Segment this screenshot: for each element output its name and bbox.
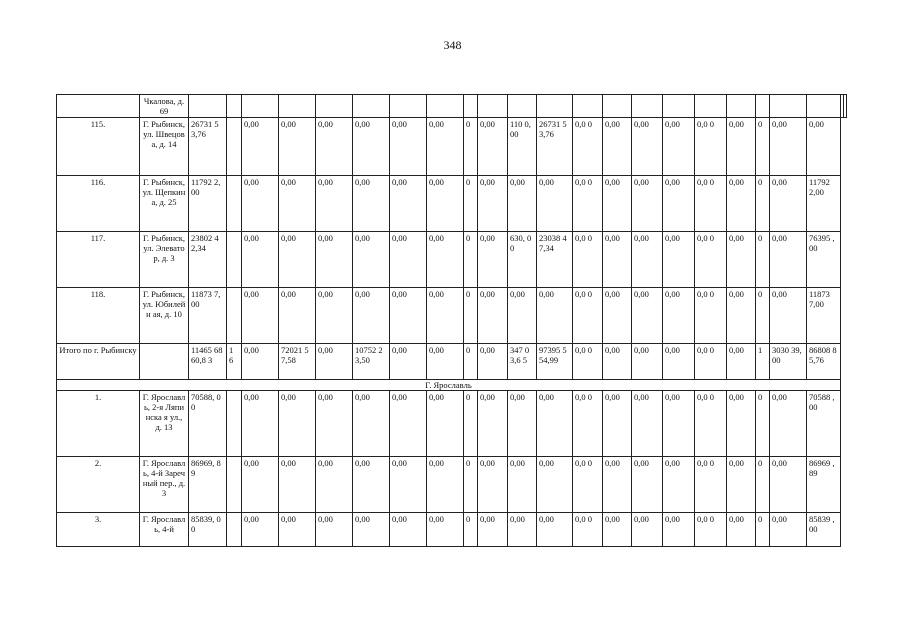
value-cell: 0,00	[663, 457, 695, 513]
value-cell	[770, 95, 807, 118]
address-cell: Г. Ярославл ь, 4-й Заречный пер., д. 3	[140, 457, 189, 513]
value-cell: 0,00	[632, 232, 663, 288]
value-cell: 97395 554,99	[537, 344, 573, 380]
value-cell: 0,00	[279, 118, 316, 176]
value-cell: 0,00	[279, 391, 316, 457]
row-number-cell	[57, 95, 140, 118]
value-cell: 0,00	[279, 176, 316, 232]
value-cell: 0,00	[807, 118, 841, 176]
value-cell: 0,00	[770, 176, 807, 232]
value-cell: 0	[756, 118, 770, 176]
value-cell: 0,00	[663, 513, 695, 547]
value-cell: 0,00	[242, 513, 279, 547]
value-cell: 0,0 0	[695, 391, 727, 457]
value-cell: 0,00	[770, 513, 807, 547]
value-cell: 0,00	[663, 288, 695, 344]
value-cell: 0	[464, 232, 478, 288]
value-cell: 0,00	[603, 344, 632, 380]
value-cell: 0,00	[390, 457, 427, 513]
value-cell: 0,00	[632, 344, 663, 380]
value-cell: 0,00	[770, 232, 807, 288]
value-cell: 0	[464, 118, 478, 176]
value-cell: 70588 ,00	[807, 391, 841, 457]
value-cell: 0,00	[727, 232, 756, 288]
value-cell	[756, 95, 770, 118]
value-cell: 0,00	[427, 288, 464, 344]
value-cell: 0,0 0	[695, 232, 727, 288]
value-cell: 0,00	[242, 232, 279, 288]
value-cell: 0,0 0	[573, 391, 603, 457]
data-table	[56, 94, 847, 547]
value-cell: 0,00	[632, 176, 663, 232]
value-cell: 0,00	[279, 513, 316, 547]
value-cell: 0,00	[478, 344, 508, 380]
table-row	[57, 95, 847, 118]
value-cell: 0,00	[727, 513, 756, 547]
value-cell: 0,0 0	[695, 457, 727, 513]
row-number-cell: Итого по г. Рыбинску	[57, 344, 140, 380]
value-cell: 0,00	[390, 391, 427, 457]
row-number-cell: 118.	[57, 288, 140, 344]
value-cell: 0	[464, 391, 478, 457]
value-cell	[227, 176, 242, 232]
value-cell: 0,00	[353, 457, 390, 513]
value-cell	[242, 95, 279, 118]
value-cell: 70588, 00	[189, 391, 227, 457]
table-row	[57, 118, 847, 176]
value-cell: 0,00	[663, 391, 695, 457]
row-number-cell: 3.	[57, 513, 140, 547]
row-number-cell: 1.	[57, 391, 140, 457]
value-cell	[316, 95, 353, 118]
value-cell: 0,00	[242, 288, 279, 344]
value-cell: 11792 2,00	[189, 176, 227, 232]
address-cell: Г. Ярославл ь, 4-й	[140, 513, 189, 547]
value-cell: 0,00	[353, 288, 390, 344]
value-cell: 0,00	[508, 176, 537, 232]
table-row	[57, 391, 847, 457]
value-cell: 0,00	[478, 391, 508, 457]
value-cell: 0,00	[727, 288, 756, 344]
value-cell: 0,0 0	[573, 513, 603, 547]
value-cell: 0	[756, 391, 770, 457]
value-cell: 0,00	[427, 344, 464, 380]
address-cell: Г. Рыбинск, ул. Щепкина, д. 25	[140, 176, 189, 232]
value-cell: 0,00	[603, 288, 632, 344]
value-cell: 11873 7,00	[807, 288, 841, 344]
value-cell: 0,00	[603, 391, 632, 457]
value-cell: 0,00	[390, 232, 427, 288]
value-cell: 0,0 0	[695, 288, 727, 344]
value-cell: 23038 47,34	[537, 232, 573, 288]
value-cell	[227, 288, 242, 344]
value-cell: 0	[464, 176, 478, 232]
value-cell: 0,00	[632, 513, 663, 547]
value-cell: 0,00	[537, 391, 573, 457]
value-cell: 630, 00	[508, 232, 537, 288]
value-cell	[227, 457, 242, 513]
value-cell: 0,00	[316, 391, 353, 457]
value-cell: 0,00	[427, 232, 464, 288]
value-cell: 0,00	[537, 176, 573, 232]
value-cell: 0,00	[632, 391, 663, 457]
value-cell: 0,00	[353, 118, 390, 176]
value-cell: 0,00	[279, 457, 316, 513]
value-cell: 0,00	[603, 513, 632, 547]
value-cell: 0,0 0	[573, 344, 603, 380]
value-cell	[227, 95, 242, 118]
value-cell: 0,00	[727, 118, 756, 176]
address-cell	[140, 344, 189, 380]
value-cell: 1	[756, 344, 770, 380]
value-cell: 0	[756, 457, 770, 513]
value-cell: 0,00	[427, 118, 464, 176]
value-cell: 0,0 0	[695, 513, 727, 547]
value-cell	[464, 95, 478, 118]
value-cell: 3030 39,00	[770, 344, 807, 380]
value-cell	[227, 391, 242, 457]
value-cell: 0	[756, 288, 770, 344]
value-cell: 0,00	[663, 176, 695, 232]
value-cell: 0,00	[279, 232, 316, 288]
value-cell	[279, 95, 316, 118]
value-cell	[390, 95, 427, 118]
value-cell: 0,00	[727, 457, 756, 513]
table-row	[57, 232, 847, 288]
value-cell: 11873 7,00	[189, 288, 227, 344]
value-cell: 0,00	[390, 513, 427, 547]
row-number-cell: 117.	[57, 232, 140, 288]
value-cell: 0,00	[242, 344, 279, 380]
value-cell	[537, 95, 573, 118]
value-cell: 0,00	[242, 391, 279, 457]
value-cell: 0,0 0	[573, 457, 603, 513]
value-cell: 0,00	[390, 344, 427, 380]
value-cell: 0,00	[390, 176, 427, 232]
value-cell: 0,00	[353, 176, 390, 232]
value-cell	[189, 95, 227, 118]
row-number-cell: 115.	[57, 118, 140, 176]
value-cell: 0,00	[242, 176, 279, 232]
value-cell: 0,00	[316, 344, 353, 380]
value-cell: 0,00	[316, 176, 353, 232]
value-cell: 0,00	[603, 232, 632, 288]
value-cell: 0,00	[427, 391, 464, 457]
value-cell: 23802 42,34	[189, 232, 227, 288]
row-number-cell: 2.	[57, 457, 140, 513]
value-cell: 0,00	[478, 513, 508, 547]
value-cell: 0,00	[316, 118, 353, 176]
value-cell: 0,00	[632, 457, 663, 513]
value-cell: 0,00	[316, 288, 353, 344]
value-cell: 0	[464, 288, 478, 344]
value-cell: 0,00	[632, 288, 663, 344]
value-cell: 0,00	[770, 457, 807, 513]
value-cell: 0,00	[508, 288, 537, 344]
value-cell: 0,00	[603, 176, 632, 232]
value-cell: 0,00	[537, 513, 573, 547]
value-cell: 0,00	[632, 118, 663, 176]
value-cell: 0,00	[353, 391, 390, 457]
value-cell: 0,00	[353, 232, 390, 288]
value-cell: 0,0 0	[695, 118, 727, 176]
value-cell: 85839 ,00	[807, 513, 841, 547]
value-cell	[727, 95, 756, 118]
value-cell: 0,00	[427, 457, 464, 513]
value-cell: 110 0,00	[508, 118, 537, 176]
address-cell: Г. Ярославл ь, 2-я Ляпинска я ул., д. 13	[140, 391, 189, 457]
value-cell: 0,00	[478, 457, 508, 513]
value-cell: 0,00	[508, 391, 537, 457]
table-row	[57, 344, 847, 380]
value-cell: 10752 23,50	[353, 344, 390, 380]
value-cell: 0,00	[770, 118, 807, 176]
value-cell: 85839, 00	[189, 513, 227, 547]
value-cell	[227, 118, 242, 176]
value-cell: 72021 57,58	[279, 344, 316, 380]
value-cell: 0,00	[316, 232, 353, 288]
value-cell: 0,00	[537, 288, 573, 344]
value-cell: 26731 53,76	[189, 118, 227, 176]
value-cell: 11465 6860,8 3	[189, 344, 227, 380]
value-cell: 0,00	[279, 288, 316, 344]
value-cell: 0,00	[478, 232, 508, 288]
value-cell: 0,00	[390, 288, 427, 344]
value-cell	[603, 95, 632, 118]
value-cell: 0	[464, 513, 478, 547]
table-row	[57, 288, 847, 344]
value-cell	[227, 232, 242, 288]
value-cell: 26731 53,76	[537, 118, 573, 176]
table-row	[57, 457, 847, 513]
value-cell: 0,00	[508, 457, 537, 513]
value-cell: 0,0 0	[573, 232, 603, 288]
page-number: 348	[443, 38, 462, 52]
value-cell: 86969, 89	[189, 457, 227, 513]
section-label: Г. Ярославль	[57, 380, 841, 391]
value-cell: 0	[756, 176, 770, 232]
value-cell: 0,00	[770, 288, 807, 344]
value-cell: 0,00	[663, 118, 695, 176]
value-cell	[478, 95, 508, 118]
value-cell: 0	[464, 344, 478, 380]
value-cell: 0,00	[478, 176, 508, 232]
address-cell: Чкалова, д. 69	[140, 95, 189, 118]
value-cell: 0,0 0	[573, 176, 603, 232]
value-cell: 0,0 0	[573, 118, 603, 176]
value-cell: 0,00	[353, 513, 390, 547]
address-cell: Г. Рыбинск, ул. Юбилейн ая, д. 10	[140, 288, 189, 344]
value-cell: 0,00	[663, 344, 695, 380]
value-cell: 0,00	[727, 344, 756, 380]
value-cell: 86969 ,89	[807, 457, 841, 513]
value-cell: 0,00	[316, 457, 353, 513]
value-cell	[695, 95, 727, 118]
value-cell	[353, 95, 390, 118]
value-cell: 0,00	[727, 176, 756, 232]
value-cell	[427, 95, 464, 118]
value-cell: 0,00	[508, 513, 537, 547]
value-cell: 0,00	[770, 391, 807, 457]
address-cell: Г. Рыбинск, ул. Швецова, д. 14	[140, 118, 189, 176]
value-cell: 0,0 0	[695, 176, 727, 232]
value-cell: 0,00	[478, 118, 508, 176]
value-cell: 0,00	[427, 176, 464, 232]
value-cell	[632, 95, 663, 118]
value-cell: 0,00	[663, 232, 695, 288]
address-cell: Г. Рыбинск, ул. Элеватор, д. 3	[140, 232, 189, 288]
value-cell: 347 03,6 5	[508, 344, 537, 380]
table-row	[57, 513, 847, 547]
value-cell: 0,00	[242, 457, 279, 513]
value-cell: 86808 85,76	[807, 344, 841, 380]
value-cell	[844, 95, 847, 118]
value-cell: 0,00	[478, 288, 508, 344]
value-cell: 0,00	[727, 391, 756, 457]
value-cell: 0	[756, 513, 770, 547]
value-cell: 0,00	[603, 457, 632, 513]
row-number-cell: 116.	[57, 176, 140, 232]
value-cell: 0,00	[390, 118, 427, 176]
table-row	[57, 176, 847, 232]
value-cell: 0,00	[242, 118, 279, 176]
section-header-row	[57, 380, 847, 391]
value-cell: 0	[756, 232, 770, 288]
value-cell: 0,00	[316, 513, 353, 547]
value-cell: 0,0 0	[695, 344, 727, 380]
value-cell	[508, 95, 537, 118]
value-cell: 11792 2,00	[807, 176, 841, 232]
value-cell: 0,0 0	[573, 288, 603, 344]
value-cell	[663, 95, 695, 118]
value-cell	[807, 95, 841, 118]
value-cell: 0,00	[537, 457, 573, 513]
value-cell: 1 6	[227, 344, 242, 380]
value-cell: 76395 ,00	[807, 232, 841, 288]
value-cell: 0,00	[603, 118, 632, 176]
value-cell	[227, 513, 242, 547]
value-cell: 0	[464, 457, 478, 513]
value-cell: 0,00	[427, 513, 464, 547]
value-cell	[573, 95, 603, 118]
